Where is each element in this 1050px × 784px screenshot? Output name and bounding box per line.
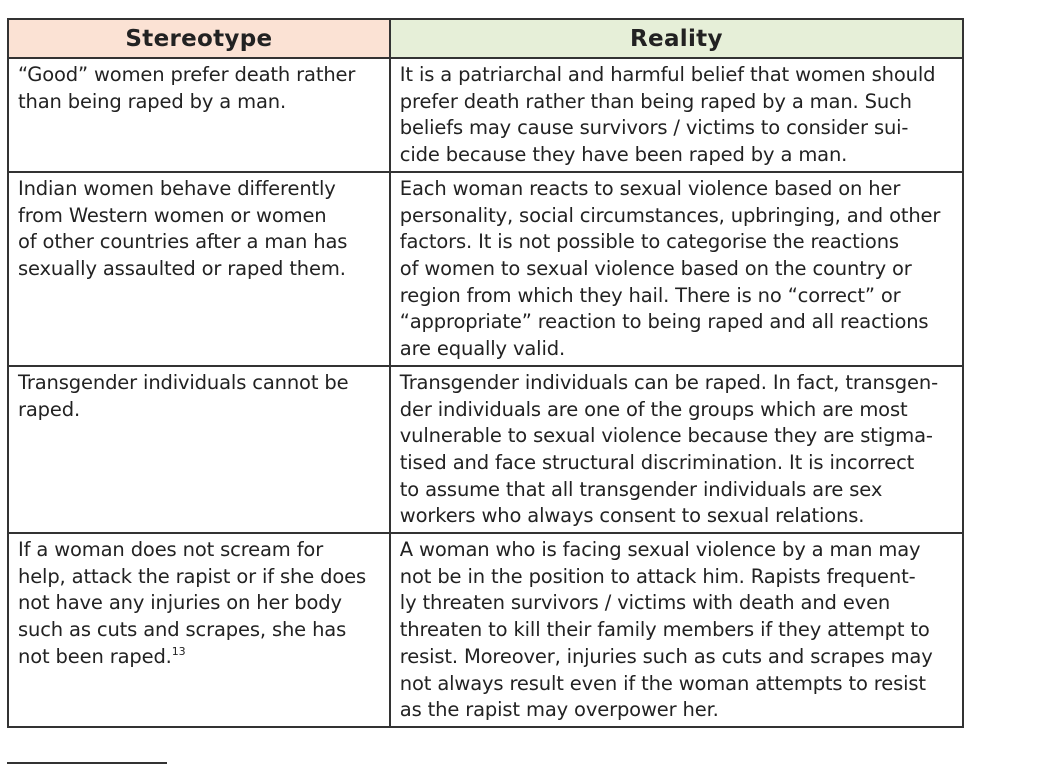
header-stereotype: Stereotype bbox=[8, 19, 390, 58]
table-header-row bbox=[8, 19, 963, 58]
text-line: It is a patriarchal and harmful belief that women should bbox=[399, 63, 936, 86]
table-row bbox=[8, 533, 963, 727]
text-line: such as cuts and scrapes, she has bbox=[18, 618, 347, 642]
text-line: of women to sexual violence based on the country or bbox=[399, 256, 912, 280]
text-line: A woman who is facing sexual violence by a man may bbox=[399, 538, 921, 562]
text-line: der individuals are one of the groups which are most bbox=[399, 397, 908, 421]
stereotype-reality-table bbox=[7, 18, 964, 728]
text-line: not always result even if the woman attempts to resist bbox=[399, 671, 926, 695]
text-line: personality, social circumstances, upbringing, and other bbox=[399, 203, 941, 227]
stereotype-cell bbox=[8, 58, 390, 172]
text-line: from Western women or women bbox=[18, 203, 327, 227]
table-row bbox=[8, 172, 963, 366]
text-line: not be in the position to attack him. Rapists frequent- bbox=[399, 564, 916, 588]
text-line: If a woman does not scream for bbox=[18, 538, 324, 562]
reality-cell bbox=[390, 533, 963, 727]
table-row bbox=[8, 58, 963, 172]
text-line: beliefs may cause survivors / victims to consider sui- bbox=[399, 116, 909, 140]
text-line: than being raped by a man. bbox=[18, 89, 287, 113]
text-line: as the rapist may overpower her. bbox=[399, 698, 719, 722]
reality-cell bbox=[390, 366, 963, 533]
text-line: prefer death rather than being raped by a man. Such bbox=[399, 89, 912, 113]
text-line: Each woman reacts to sexual violence based on her bbox=[399, 176, 901, 200]
text-line: raped. bbox=[18, 397, 81, 421]
text-line: resist. Moreover, injuries such as cuts and scrapes may bbox=[399, 644, 933, 668]
text-line: ly threaten survivors / victims with death and even bbox=[399, 591, 891, 615]
text-line: threaten to kill their family members if they attempt to bbox=[399, 618, 930, 642]
footnote-reference[interactable]: 13 bbox=[171, 644, 186, 658]
reality-cell bbox=[390, 58, 963, 172]
text-line: not have any injuries on her body bbox=[18, 591, 342, 615]
text-fragment: not been raped. bbox=[18, 644, 172, 668]
header-reality: Reality bbox=[390, 19, 963, 58]
text-line: “Good” women prefer death rather bbox=[18, 63, 356, 86]
stereotype-cell bbox=[8, 366, 390, 533]
text-line: of other countries after a man has bbox=[18, 230, 348, 254]
table-row bbox=[8, 366, 963, 533]
text-line: vulnerable to sexual violence because they are stigma- bbox=[399, 424, 933, 448]
text-line: sexually assaulted or raped them. bbox=[18, 256, 346, 280]
stereotype-cell bbox=[8, 172, 390, 366]
text-line: are equally valid. bbox=[399, 337, 565, 361]
stereotype-cell bbox=[8, 533, 390, 727]
text-line: Transgender individuals cannot be bbox=[18, 370, 349, 394]
text-line: cide because they have been raped by a man. bbox=[399, 143, 848, 167]
text-line: workers who always consent to sexual relations. bbox=[399, 504, 865, 528]
text-line: tised and face structural discrimination. It is incorrect bbox=[399, 450, 915, 474]
text-line: Indian women behave differently bbox=[18, 176, 336, 200]
text-line bbox=[18, 644, 380, 671]
text-line: factors. It is not possible to categorise the reactions bbox=[399, 230, 899, 254]
text-line: “appropriate” reaction to being raped and all reactions bbox=[399, 310, 929, 334]
reality-cell bbox=[390, 172, 963, 366]
text-line: Transgender individuals can be raped. In fact, transgen- bbox=[399, 370, 938, 394]
text-line: region from which they hail. There is no “correct” or bbox=[399, 283, 901, 307]
text-line: to assume that all transgender individuals are sex bbox=[399, 477, 883, 501]
text-line: help, attack the rapist or if she does bbox=[18, 564, 367, 588]
footnote-divider bbox=[7, 762, 167, 764]
